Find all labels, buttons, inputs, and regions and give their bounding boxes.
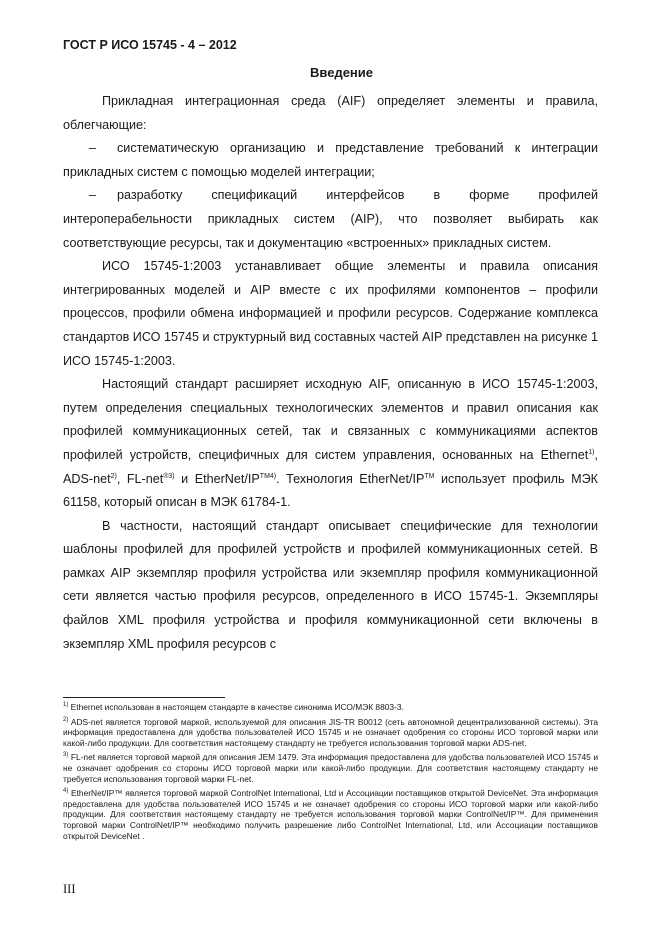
- list-dash: –: [89, 141, 97, 156]
- footnote: [63, 752, 598, 784]
- paragraph-text: и EtherNet/IP: [174, 471, 260, 486]
- list-item: [63, 137, 598, 184]
- list-dash: –: [89, 188, 97, 203]
- main-text: [63, 90, 598, 656]
- footnote-ref: ®3): [163, 472, 175, 480]
- section-heading: [63, 65, 598, 80]
- page-number: III: [63, 882, 76, 896]
- list-item-text: разработку спецификаций интерфейсов в форме профилей интероперабельности прикладных систем (AIP), что позволяет выбирать как соответствующие ресурсы, так и документацию «встроенных» прикладных систем.: [63, 188, 598, 250]
- footnote: [63, 788, 598, 841]
- section-title: Введение: [310, 65, 373, 80]
- trademark-mark: TM: [424, 472, 435, 480]
- footnote-text: Ethernet использован в настоящем стандарте в качестве синонима ИСО/МЭК 8803-3.: [70, 702, 404, 712]
- footnote-separator: [63, 697, 225, 698]
- footnote-mark: 4): [63, 788, 69, 795]
- list-item-text: систематическую организацию и представление требований к интеграции прикладных систем с помощью моделей интеграции;: [63, 141, 598, 179]
- footnote-text: ADS-net является торговой маркой, используемой для описания JIS-TR B0012 (сеть автономной децентрализованной системы). Эта информация предоставлена для удобства пользователей ИСО 15745 и не означает одобрения со стороны ИСО торговой марки или какой-либо продукции. Для соответствия настоящему стандарту не требуется использования торговой марки ADS-net.: [63, 716, 598, 748]
- footnote-mark: 3): [63, 752, 69, 759]
- paragraph-text: , FL-net: [116, 471, 164, 486]
- paragraph-iso-15745-1: ИСО 15745-1:2003 устанавливает общие элементы и правила описания интегрированных моделей и AIP вместе с их профилями компонентов – профили процессов, профили обмена информацией и профили ресурсов. Содержание комплекса стандартов ИСО 15745 и структурный вид составных частей AIP представлен на рисунке 1 ИСО 15745-1:2003.: [63, 259, 598, 368]
- paragraph-text: использует профиль МЭК 61158, который описан в МЭК 61784-1.: [63, 471, 598, 510]
- paragraph-templates: В частности, настоящий стандарт описывает специфические для технологии шаблоны профилей для профилей устройств и профилей коммуникационных сетей. В рамках AIP экземпляр профиля устройства или экземпляр профиля коммуникационной сети является частью профиля ресурсов, определенного в ИСО 15745-1. Экземпляры файлов XML профиля устройства и профиля коммуникационной сети включены в экземпляр XML профиля ресурсов с: [63, 518, 598, 651]
- footnote-mark: 2): [63, 716, 69, 723]
- footnote: [63, 702, 598, 713]
- footnote: [63, 717, 598, 749]
- footnote-ref: 2): [110, 472, 117, 480]
- footnote-mark: 1): [63, 702, 69, 709]
- footnote-ref: 1): [588, 448, 595, 456]
- list-item: [63, 184, 598, 255]
- standard-code: ГОСТ Р ИСО 15745 - 4 – 2012: [63, 38, 237, 52]
- paragraph-text: Настоящий стандарт расширяет исходную AIF, описанную в ИСО 15745-1:2003, путем определения специальных технологических элементов и правил описания как профилей коммуникационных сетей, так и связанных с коммуникациями аспектов профилей устройств, специфичных для систем управления, основанных на Ethernet: [63, 377, 598, 462]
- paragraph-intro: Прикладная интеграционная среда (AIF) определяет элементы и правила, облегчающие:: [63, 94, 598, 132]
- paragraph-text: . Технология EtherNet/IP: [276, 471, 425, 486]
- footnote-text: EtherNet/IP™ является торговой маркой ControlNet International, Ltd и Ассоциации поставщиков открытой DeviceNet. Эта информация предоставлена для удобства пользователей ИСО 15745 и не означает одобрения со стороны ИСО торговой марки или какой-либо продукции. Для соответствия настоящему стандарту не требуется использования торговой марки ControlNet/IP™. Для применения торговой марки ControlNet/IP™ необходимо получить разрешение либо ControlNet International, Ltd, или Ассоциации поставщиков открытой DeviceNet .: [63, 788, 598, 841]
- footnote-ref: TM4): [259, 472, 277, 480]
- paragraph-text: , ADS-net: [63, 447, 598, 486]
- paragraph-scope: [63, 373, 598, 515]
- footnote-text: FL-net является торговой маркой для описания JEM 1479. Эта информация предоставлена для удобства пользователей ИСО 15745 и не означает одобрения со стороны ИСО торговой марки или какой-либо продукции. Для соответствия настоящему стандарту не требуется использования торговой марки FL-net.: [63, 752, 598, 784]
- footnotes: [63, 702, 598, 845]
